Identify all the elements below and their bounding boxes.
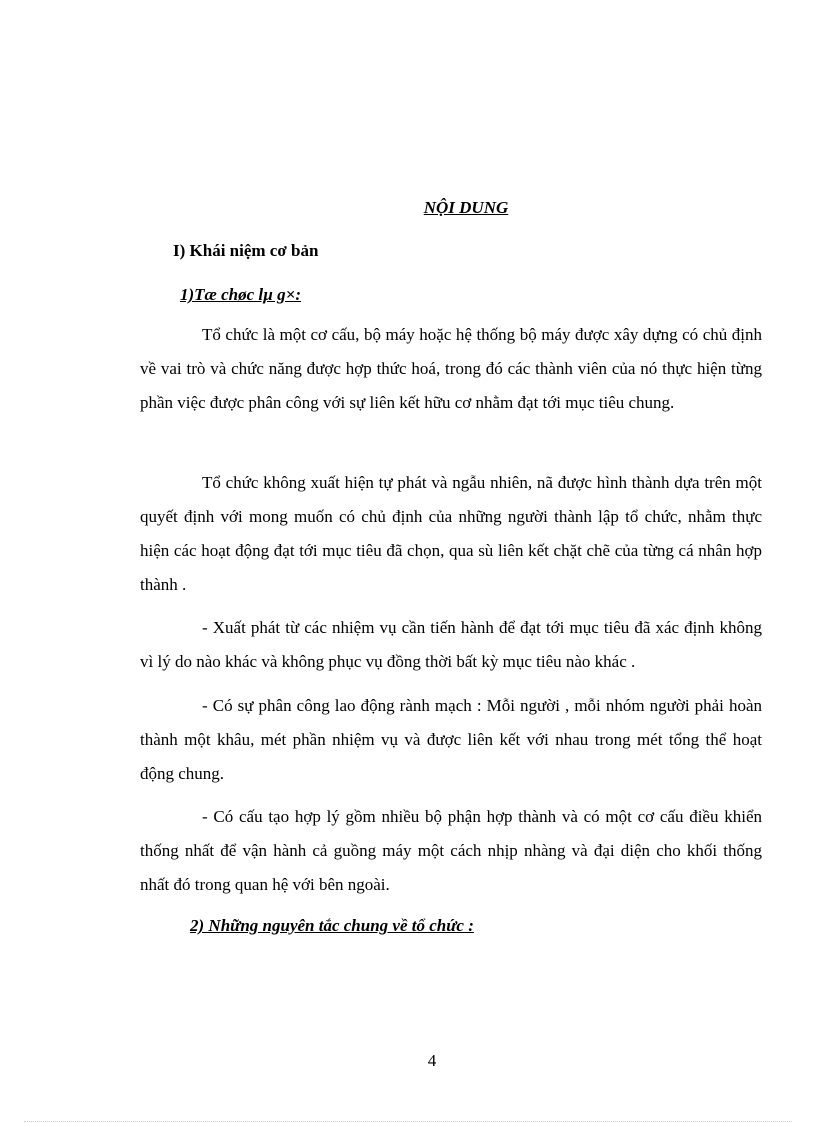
paragraph-point-2: - Có sự phân công lao động rành mạch : Mỗi người , mỗi nhóm người phải hoàn thành một khâu, mét phần nhiệm vụ và được liên kết với nhau trong mét tổng thể hoạt động chung. bbox=[140, 696, 762, 783]
page-bottom-divider bbox=[24, 1121, 792, 1122]
subheading-principles: 2) Những nguyên tắc chung về tổ chức : bbox=[190, 916, 474, 935]
paragraph-point-3: - Có cấu tạo hợp lý gồm nhiều bộ phận hợp thành và có một cơ cấu điều khiển thống nhất để vận hành cả guồng máy một cách nhịp nhàng và đại diện cho khối thống nhất đó trong quan hệ với bên ngoài. bbox=[140, 807, 762, 894]
section-heading: I) Khái niệm cơ bản bbox=[173, 241, 319, 260]
page-title: NỘI DUNG bbox=[423, 198, 509, 217]
subheading-definition: 1)Tæ chøc lµ g×: bbox=[180, 285, 301, 304]
paragraph-definition: Tổ chức là một cơ cấu, bộ máy hoặc hệ thống bộ máy được xây dựng có chủ định về vai trò và chức năng được hợp thức hoá, trong đó các thành viên của nó thực hiện từng phần việc được phân công với sự liên kết hữu cơ nhằm đạt tới mục tiêu chung. bbox=[140, 325, 762, 412]
page-number: 4 bbox=[427, 1051, 437, 1070]
paragraph-point-1: - Xuất phát từ các nhiệm vụ cần tiến hành để đạt tới mục tiêu đã xác định không vì lý do nào khác và không phục vụ đồng thời bất kỳ mục tiêu nào khác . bbox=[140, 618, 762, 671]
paragraph-formation: Tổ chức không xuất hiện tự phát và ngẫu nhiên, nã được hình thành dựa trên một quyết định với mong muốn có chủ định của những người thành lập tổ chức, nhằm thực hiện các hoạt động đạt tới mục tiêu đã chọn, qua sù liên kết chặt chẽ của từng cá nhân hợp thành . bbox=[140, 473, 762, 594]
